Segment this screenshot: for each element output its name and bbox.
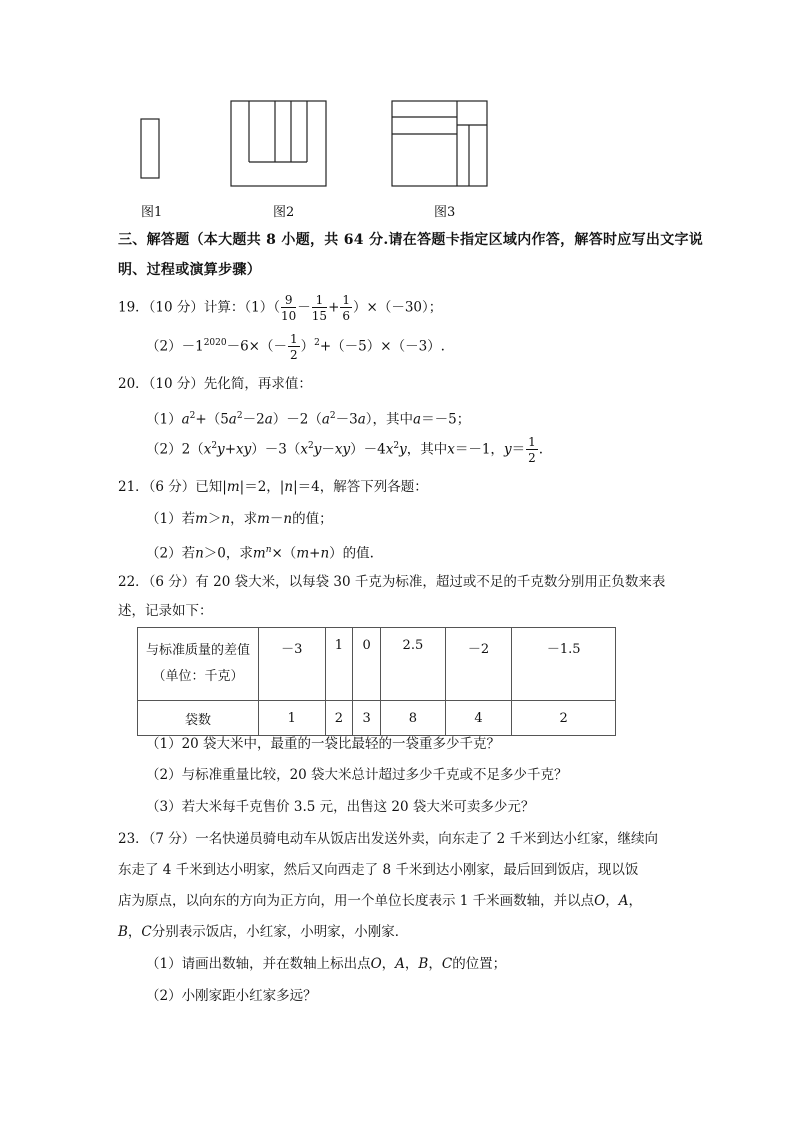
- table-cell: －2: [445, 628, 512, 701]
- figure-2-shape: [230, 100, 328, 188]
- figure-1-rectangle: [140, 118, 162, 180]
- question-19-part2: $(2)-1^{2020}-6\times(-$ $\frac{1}{2}$ ）$^2$+（－5）×（－3）.: [146, 332, 445, 362]
- table-cell: 1: [259, 701, 326, 736]
- figure-2-label: 图2: [273, 205, 295, 220]
- question-23-sub2: （2）小刚家距小红家多远？: [146, 988, 317, 1004]
- figure-1-label: 图1: [141, 205, 163, 220]
- rice-weight-table: [137, 627, 616, 736]
- table-cell: －3: [259, 628, 326, 701]
- question-21-part1: （1）若m＞n，求m－n的值；: [146, 511, 333, 527]
- table-cell: 2.5: [381, 628, 446, 701]
- question-20-part2: $(2)2(x^2y+xy)-3(x^2y-xy)-4x^2y$，其中x＝－1，y＝ $\frac{1}{2}$ .: [146, 435, 544, 465]
- question-20-title: 20．（10 分）先化简，再求值：: [118, 376, 312, 392]
- table-header-difference: [138, 628, 259, 701]
- question-23-line3: 店为原点，以向东的方向为正方向，用一个单位长度表示 1 千米画数轴，并以点O，A，: [118, 893, 642, 909]
- table-header-count: 袋数: [138, 701, 259, 736]
- figure-3-label: 图3: [434, 205, 456, 220]
- table-cell: 4: [445, 701, 512, 736]
- table-cell: 1: [325, 628, 353, 701]
- question-22-line2: 述，记录如下：: [118, 603, 213, 619]
- table-row: [138, 628, 616, 701]
- figure-3-shape: [391, 100, 489, 188]
- question-22-sub1: （1）20 袋大米中，最重的一袋比最轻的一袋重多少千克？: [146, 736, 501, 752]
- table-header-line2: （单位：千克）: [152, 669, 244, 684]
- table-cell: 2: [325, 701, 353, 736]
- question-23-line2: 东走了 4 千米到达小明家，然后又向西走了 8 千米到达小刚家，最后回到饭店，现以饭: [118, 862, 639, 878]
- question-19-part1: 19．（10 分）计算：（1）（ $\frac{9}{10}$ － $\frac{1}{15}$ + $\frac{1}{6}$ ）×（－30）；: [118, 293, 443, 323]
- question-22-line1: 22．（6 分）有 20 袋大米，以每袋 30 千克为标准，超过或不足的千克数分别用正负数来表: [118, 574, 666, 590]
- question-23-line4: B，C分别表示饭店，小红家，小明家，小刚家．: [118, 924, 409, 940]
- section-title-line2: 明、过程或演算步骤）: [118, 262, 261, 278]
- question-21-part2: （2）若n＞0，求$m^n\times(m+n)$的值.: [146, 545, 374, 562]
- question-23-line1: 23．（7 分）一名快递员骑电动车从饭店出发送外卖，向东走了 2 千米到达小红家，继续向: [118, 831, 658, 847]
- table-cell: 8: [381, 701, 446, 736]
- question-23-sub1: （1）请画出数轴，并在数轴上标出点O，A，B，C的位置；: [146, 956, 507, 972]
- table-header-line1: 与标准质量的差值: [145, 643, 250, 658]
- table-cell: 0: [353, 628, 381, 701]
- question-20-part1: $(1)a^2+(5a^2-2a)-2(a^2-3a)$，其中a＝－5；: [146, 411, 471, 428]
- question-21-title: 21．（6 分）已知|m|＝2，|n|＝4，解答下列各题：: [118, 479, 428, 495]
- table-cell: －1.5: [512, 628, 616, 701]
- table-cell: 3: [353, 701, 381, 736]
- table-cell: 2: [512, 701, 616, 736]
- question-22-sub3: （3）若大米每千克售价 3.5 元，出售这 20 袋大米可卖多少元？: [146, 799, 535, 815]
- question-22-sub2: （2）与标准重量比较，20 袋大米总计超过多少千克或不足多少千克？: [146, 767, 568, 783]
- section-title-line1: 三、解答题（本大题共 8 小题，共 64 分.请在答题卡指定区域内作答，解答时应写出文字说: [118, 232, 704, 248]
- table-row: [138, 701, 616, 736]
